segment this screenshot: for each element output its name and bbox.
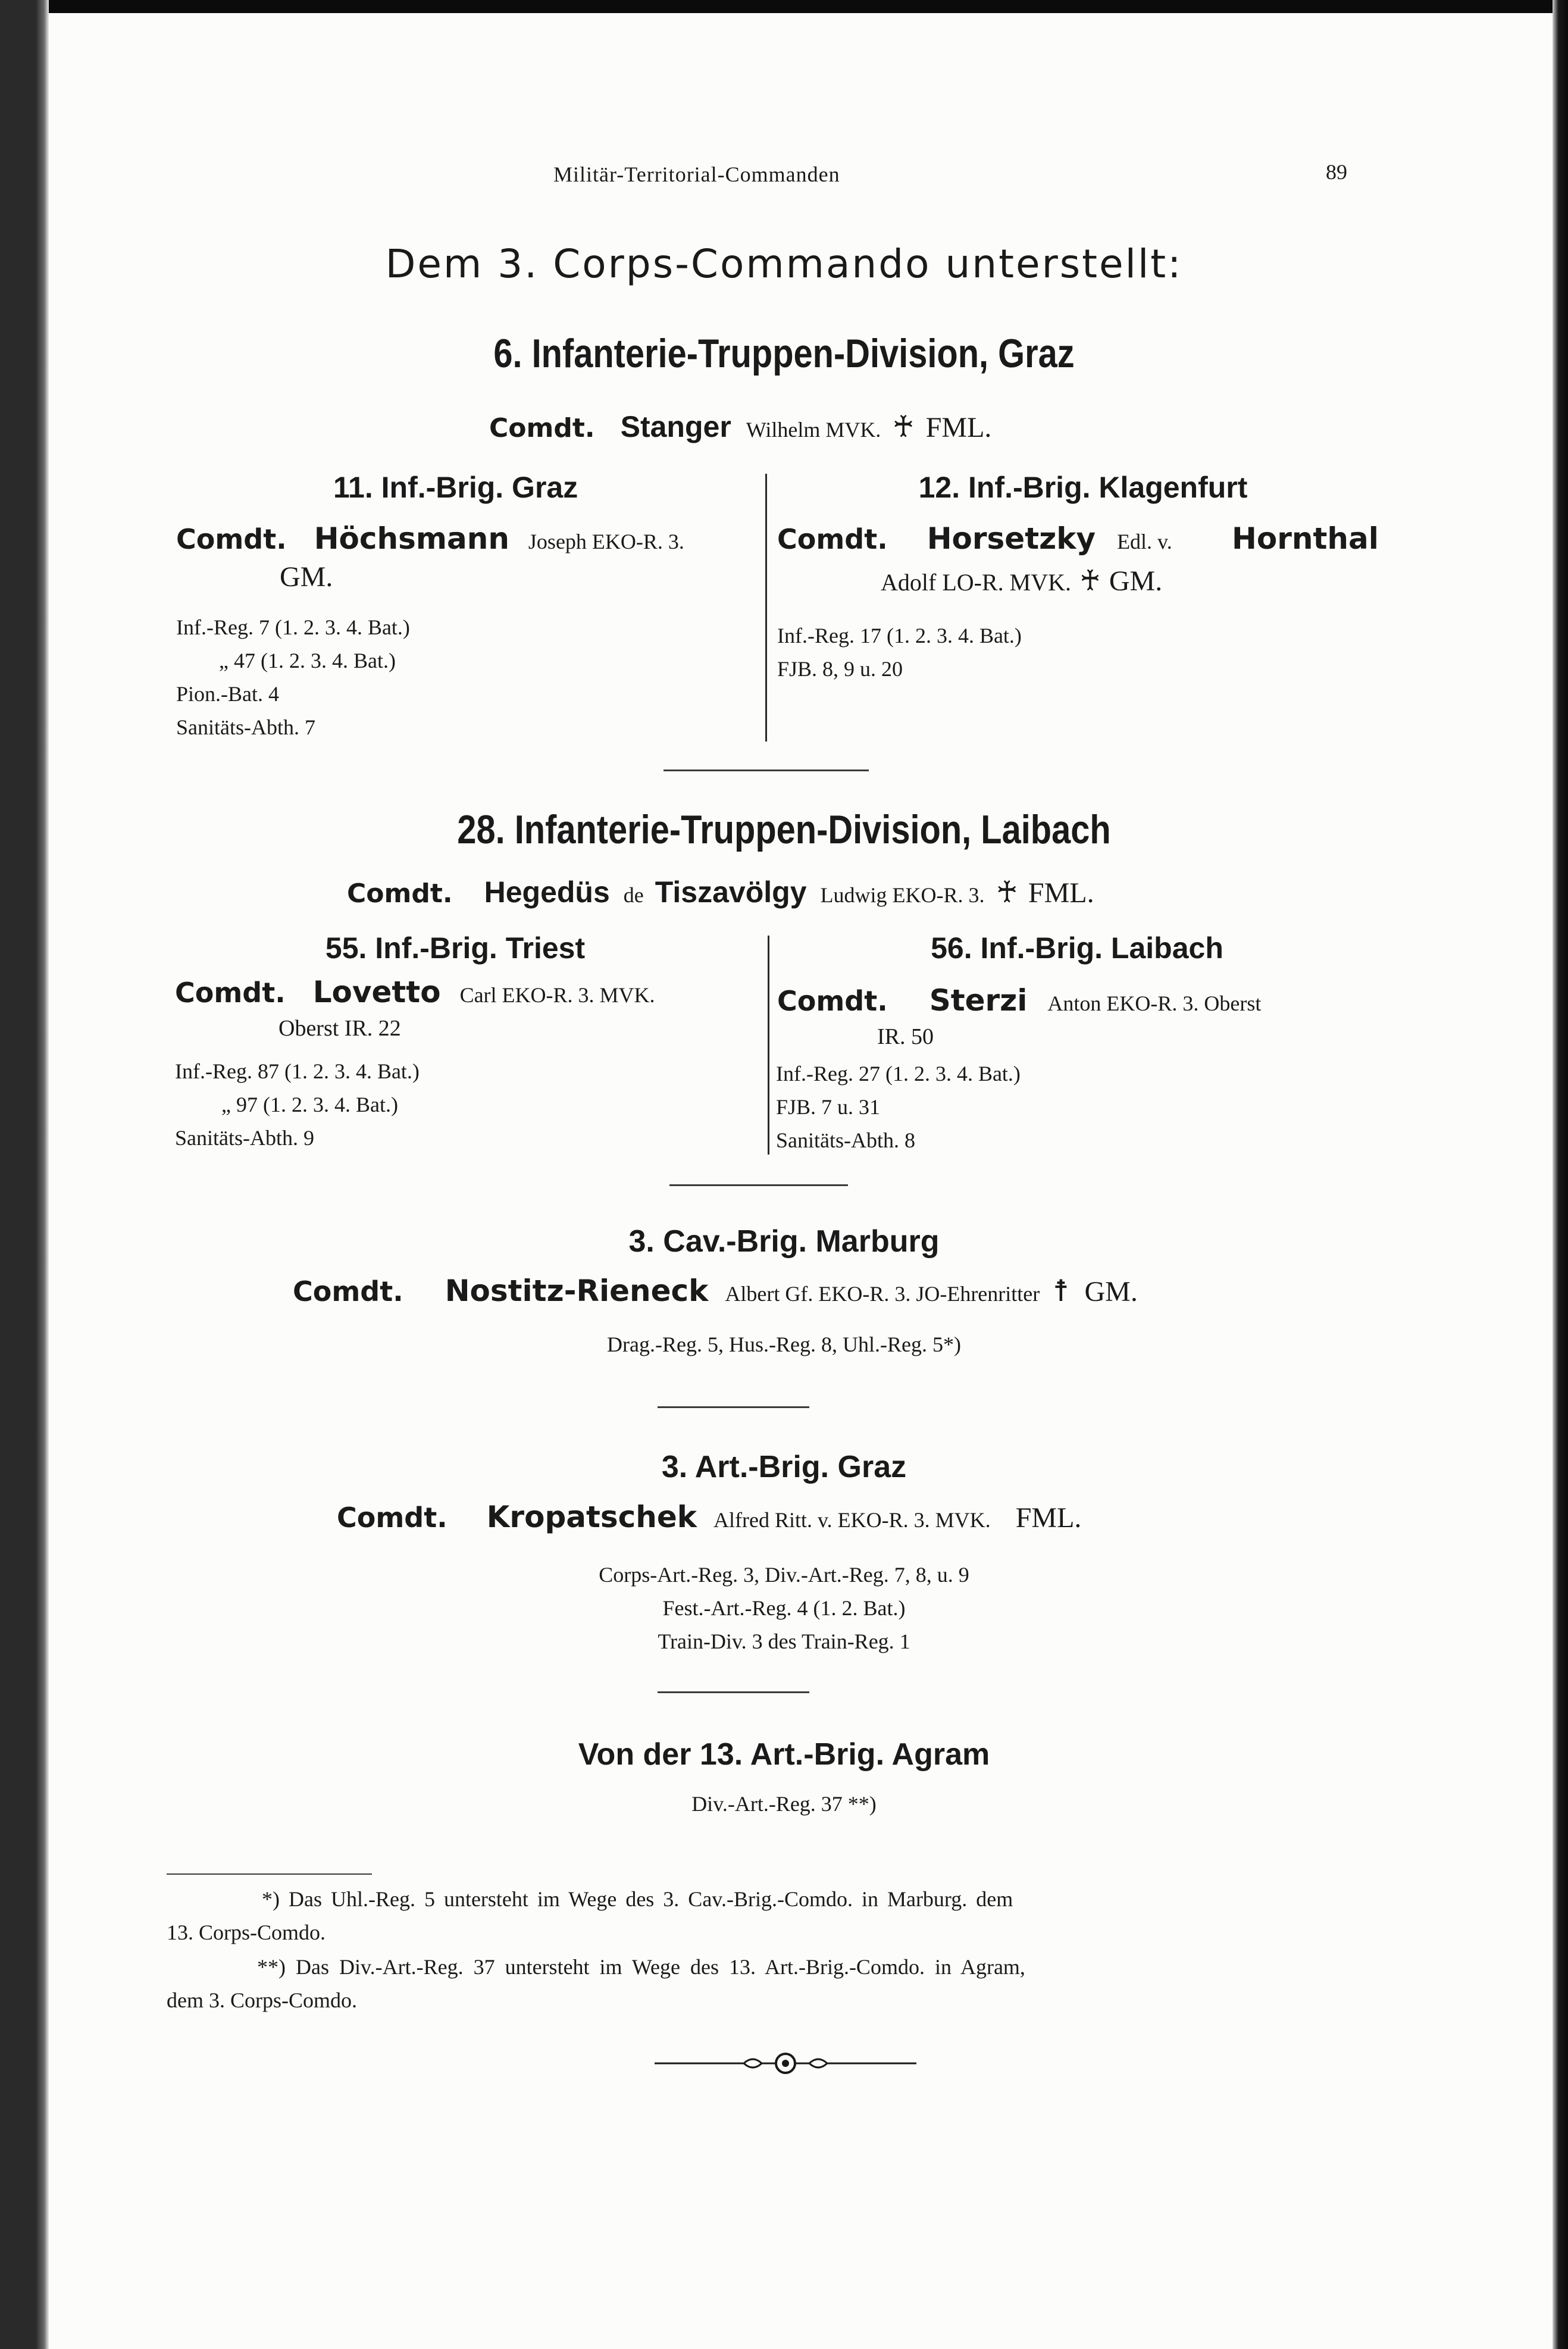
column-divider [768,936,769,1155]
commander-name: Sterzi [929,983,1028,1018]
unit-line: „ 47 (1. 2. 3. 4. Bat.) [219,649,396,673]
running-title: Militär-Territorial-Commanden [553,162,840,186]
section-divider [658,1406,809,1408]
brigade-55-commander [175,975,655,1009]
commander-details: Alfred Ritt. v. EKO-R. 3. MVK. [713,1508,991,1532]
section-divider [663,770,869,771]
commander-details: Anton EKO-R. 3. Oberst [1047,991,1262,1015]
brigade-12-commander-line2 [881,564,1162,598]
scan-border-left [0,0,49,2349]
order-cross-icon: ♰ [892,409,915,444]
division-28-commander [347,875,1094,909]
scan-border-top [0,0,1568,13]
comdt-label: Comdt. [175,977,286,1009]
unit-line: Inf.-Reg. 87 (1. 2. 3. 4. Bat.) [175,1059,420,1083]
brigade-55-units [175,1055,420,1155]
commander-details: Joseph EKO-R. 3. [528,530,684,553]
page-number: 89 [1326,160,1347,184]
agram-title: Von der 13. Art.-Brig. Agram [578,1737,990,1772]
unit-line: Inf.-Reg. 17 (1. 2. 3. 4. Bat.) [777,624,1022,648]
brigade-55-commander-line2: Oberst IR. 22 [278,1016,401,1041]
commander-rank: FML. [1028,877,1094,909]
unit-line: FJB. 8, 9 u. 20 [777,657,903,681]
comdt-label: Comdt. [347,878,453,909]
brigade-11-units [176,611,410,744]
artillery-brigade-title: 3. Art.-Brig. Graz [661,1450,907,1484]
comdt-label: Comdt. [293,1275,403,1308]
brigade-56-units [776,1057,1021,1157]
order-cross-icon: ♰ [996,875,1018,909]
comdt-label: Comdt. [337,1502,447,1534]
cavalry-brigade-commander [293,1274,1138,1308]
commander-name: Höchsmann [314,521,509,556]
commander-name: Kropatschek [486,1500,697,1534]
commander-name-2: Tiszavölgy [655,875,807,909]
brigade-11-commander [176,521,684,556]
brigade-12-units [777,619,1022,686]
commander-particle: de [623,883,644,907]
unit-line: FJB. 7 u. 31 [776,1095,881,1119]
commander-name-2: Hornthal [1232,521,1379,556]
comdt-label: Comdt. [176,523,287,555]
division-6-title: 6. Infanterie-Truppen-Division, Graz [493,331,1075,376]
knight-cross-icon: ☨ [1053,1274,1069,1308]
commander-rank: GM. [1084,1276,1138,1308]
unit-line: Sanitäts-Abth. 9 [175,1126,314,1150]
footnote-2-line-1: **) Das Div.-Art.-Reg. 37 untersteht im Wege des 13. Art.-Brig.-Comdo. in Agram, [257,1955,1025,1979]
brigade-56-commander [777,983,1261,1018]
division-6-commander [489,409,991,444]
unit-line: „ 97 (1. 2. 3. 4. Bat.) [221,1093,398,1116]
commander-name: Horsetzky [927,521,1096,556]
division-28-title: 28. Infanterie-Truppen-Division, Laibach [457,807,1111,852]
unit-line: Fest.-Art.-Reg. 4 (1. 2. Bat.) [662,1596,906,1620]
column-divider [765,474,767,742]
commander-name: Lovetto [312,975,441,1009]
brigade-12-title: 12. Inf.-Brig. Klagenfurt [918,471,1248,504]
footnote-separator [167,1873,372,1875]
brigade-12-commander [777,521,1172,556]
unit-line: Corps-Art.-Reg. 3, Div.-Art.-Reg. 7, 8, u. 9 [599,1563,969,1587]
commander-name: Hegedüs [484,875,610,909]
commander-details: Albert Gf. EKO-R. 3. JO-Ehrenritter [725,1282,1040,1306]
brigade-56-title: 56. Inf.-Brig. Laibach [931,931,1223,965]
commander-details: Ludwig EKO-R. 3. [820,883,985,907]
brigade-55-title: 55. Inf.-Brig. Triest [325,931,586,965]
artillery-brigade-units [0,1558,1568,1658]
commander-details: Edl. v. [1117,530,1172,553]
agram-units: Div.-Art.-Reg. 37 **) [691,1792,877,1816]
comdt-label: Comdt. [777,523,888,555]
unit-line: Pion.-Bat. 4 [176,682,280,706]
unit-line: Sanitäts-Abth. 7 [176,715,315,739]
commander-name: Stanger [620,410,731,443]
footnote-1-line-1: *) Das Uhl.-Reg. 5 untersteht im Wege des 3. Cav.-Brig.-Comdo. in Marburg. dem [262,1887,1013,1911]
unit-line: Sanitäts-Abth. 8 [776,1128,915,1152]
footnote-2-line-2: dem 3. Corps-Comdo. [167,1988,357,2012]
fleuron-ornament-icon [655,2048,916,2078]
artillery-brigade-commander [337,1500,1081,1534]
unit-line: Inf.-Reg. 27 (1. 2. 3. 4. Bat.) [776,1062,1021,1086]
brigade-11-rank: GM. [280,561,333,593]
commander-details-2: Adolf LO-R. MVK. [881,569,1071,596]
unit-line: Train-Div. 3 des Train-Reg. 1 [658,1629,910,1653]
commander-name: Nostitz-Rieneck [445,1274,709,1308]
commander-details: Carl EKO-R. 3. MVK. [459,983,655,1007]
commander-rank: FML. [925,412,992,443]
brigade-56-commander-line2: IR. 50 [877,1024,934,1049]
comdt-label: Comdt. [777,985,888,1017]
page-heading: Dem 3. Corps-Commando unterstellt: [385,241,1183,287]
comdt-label: Comdt. [489,413,595,443]
cavalry-brigade-units: Drag.-Reg. 5, Hus.-Reg. 8, Uhl.-Reg. 5*) [607,1333,961,1356]
section-divider [658,1691,809,1693]
commander-details: Wilhelm MVK. [746,418,881,442]
commander-rank: GM. [1109,565,1163,597]
commander-rank: FML. [1015,1502,1082,1534]
scan-border-right [1553,0,1568,2349]
brigade-11-title: 11. Inf.-Brig. Graz [333,471,578,504]
unit-line: Inf.-Reg. 7 (1. 2. 3. 4. Bat.) [176,615,410,639]
order-cross-icon: ♰ [1079,564,1101,598]
footnote-1-line-2: 13. Corps-Comdo. [167,1921,326,1944]
section-divider [669,1184,848,1186]
cavalry-brigade-title: 3. Cav.-Brig. Marburg [628,1224,940,1259]
